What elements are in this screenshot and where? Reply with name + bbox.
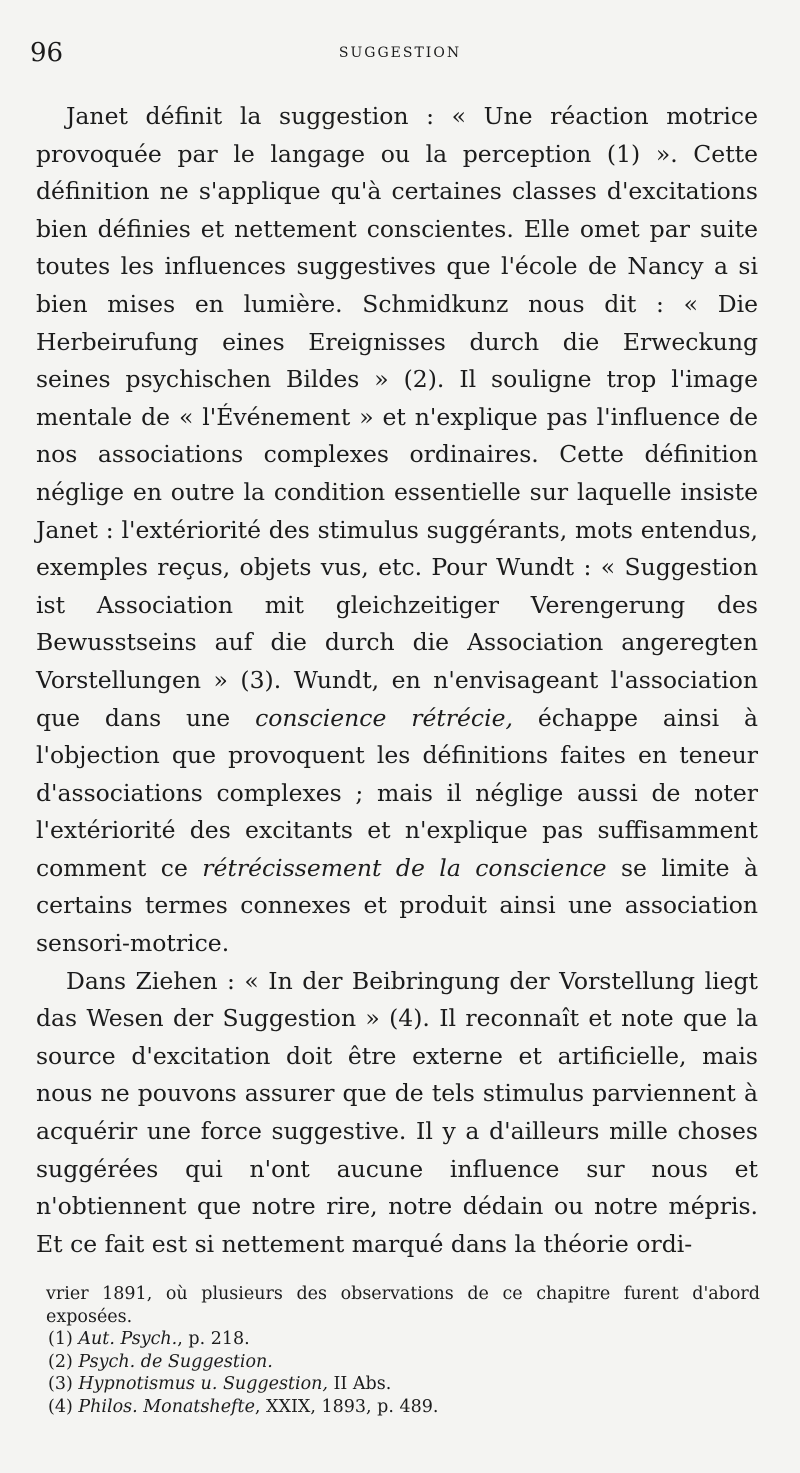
footnote-source: Psych. de Suggestion. [78, 1351, 273, 1372]
footnote-marker: (4) [48, 1396, 73, 1417]
footnote-source: Philos. Monatshefte [78, 1396, 255, 1417]
footnote [46, 1351, 760, 1374]
footnote-detail: II Abs. [327, 1374, 392, 1395]
page-number: 96 [30, 38, 64, 68]
text-span: se limite à certains termes connexes et produit ainsi une association sensori-motrice. [36, 853, 758, 958]
footnote-marker: (2) [48, 1351, 73, 1372]
text-span: Janet définit la suggestion : « Une réaction motrice provoquée par le langage ou la perception (1) ». Cette définition ne s'applique qu'à certaines classes d'excitations bien définies et nettement conscientes. Elle omet par suite toutes les influences suggestives que l'école de Nancy a si bien mises en lumière. Schmidkunz nous dit : « Die Herbeirufung eines Ereignisses durch die Erweckung seines psychischen Bildes » (2). Il souligne trop l'image mentale de « l'Événement » et n'explique pas l'influence de nos associations complexes ordinaires. Cette définition néglige en outre la condition essentielle sur laquelle insiste Janet : l'extériorité des stimulus suggérants, mots entendus, exemples reçus, objets vus, etc. Pour Wundt : « Suggestion ist Association mit gleichzeitiger Verengerung des Bewusstseins auf die durch die Association angeregten Vorstellungen » (3). Wundt, en n'envisageant l'association que dans une [36, 102, 758, 732]
footnote-detail: , p. 218. [177, 1329, 250, 1350]
footnote [46, 1373, 760, 1396]
footnotes [46, 1283, 760, 1419]
footnote-marker: (1) [48, 1329, 73, 1350]
text-span: échappe ainsi à l'objection que provoquent les définitions faites en teneur d'associations complexes ; mais il néglige aussi de noter l'extériorité des excitants et n'explique pas suffisamment comment ce [36, 703, 758, 882]
footnote [46, 1328, 760, 1351]
page-header [0, 38, 800, 78]
footnote-marker: (3) [48, 1374, 73, 1395]
footnote-source: Hypnotismus u. Suggestion, [78, 1374, 328, 1395]
italic-span: conscience rétrécie, [255, 703, 513, 732]
footnote [46, 1396, 760, 1419]
paragraph [36, 963, 758, 1264]
running-title: SUGGESTION [338, 45, 462, 61]
text-span: Dans Ziehen : « In der Beibringung der Vorstellung liegt das Wesen der Suggestion » (4). Il reconnaît et note que la source d'excitation doit être externe et artificielle, mais nous ne pouvons assurer que de tels stimulus parviennent à acquérir une force suggestive. Il y a d'ailleurs mille choses suggérées qui n'ont aucune influence sur nous et n'obtiennent que notre rire, notre dédain ou notre mépris. Et ce fait est si nettement marqué dans la théorie ordi- [36, 966, 758, 1258]
main-text [36, 98, 758, 1263]
footnote-detail: , XXIX, 1893, p. 489. [254, 1396, 439, 1417]
italic-span: rétrécissement de la conscience [202, 853, 607, 882]
paragraph [36, 98, 758, 963]
footnote-continuation: vrier 1891, où plusieurs des observations de ce chapitre furent d'abord exposées. [46, 1284, 760, 1327]
footnote-source: Aut. Psych. [78, 1329, 178, 1350]
